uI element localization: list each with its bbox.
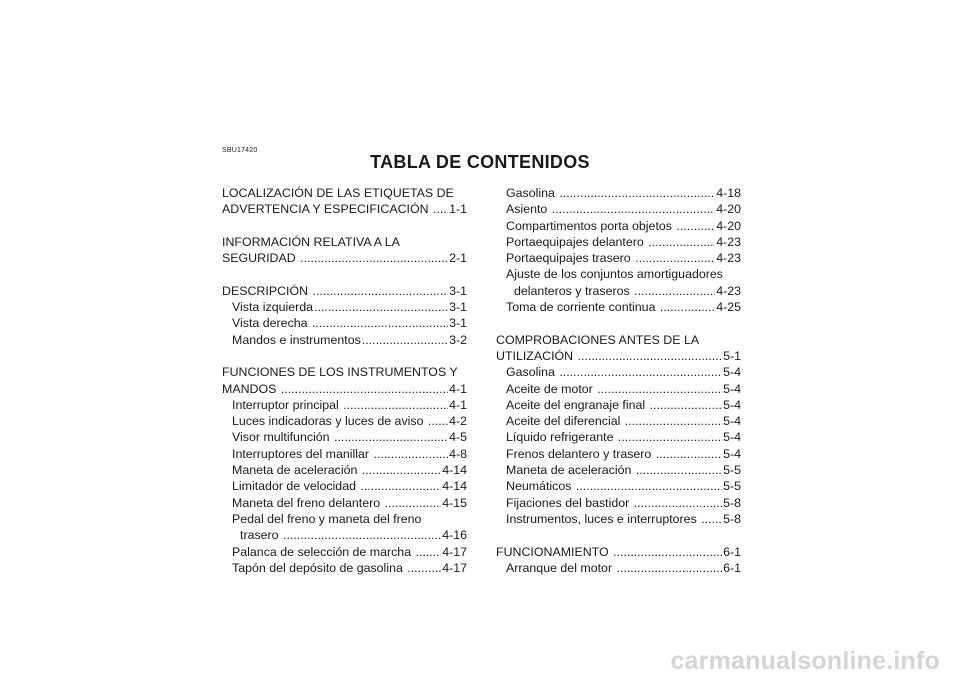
- toc-dot-leader: [656, 446, 722, 462]
- toc-dot-leader: [676, 218, 715, 234]
- toc-entry-title: Maneta de aceleración: [232, 463, 361, 478]
- toc-entry[interactable]: [496, 495, 741, 511]
- toc-entry-title: DESCRIPCIÓN: [222, 283, 312, 298]
- toc-entry-title: UTILIZACIÓN: [496, 348, 577, 363]
- toc-dot-leader: [634, 283, 715, 299]
- toc-dot-leader: [428, 413, 448, 429]
- toc-dot-leader: [313, 283, 449, 299]
- toc-entry[interactable]: [496, 446, 741, 462]
- toc-dot-leader: [625, 413, 722, 429]
- toc-entry[interactable]: [222, 462, 467, 478]
- toc-dot-leader: [433, 201, 448, 217]
- toc-entry[interactable]: [496, 283, 741, 299]
- toc-entry-title: Gasolina: [506, 365, 559, 380]
- toc-page-number: 4-17: [442, 560, 467, 575]
- toc-page-number: 4-14: [442, 463, 467, 478]
- toc-dot-leader: [597, 381, 722, 397]
- toc-entry[interactable]: [222, 250, 467, 266]
- toc-entry-title: Líquido refrigerante: [506, 430, 617, 445]
- toc-page-number: 5-8: [723, 495, 741, 510]
- toc-entry[interactable]: [496, 364, 741, 380]
- toc-entry-title: Gasolina: [506, 186, 559, 200]
- toc-entry[interactable]: [496, 397, 741, 413]
- toc-page-number: 2-1: [449, 251, 467, 266]
- toc-page-number: 3-1: [449, 283, 467, 298]
- page-title: TABLA DE CONTENIDOS: [370, 152, 590, 172]
- toc-dot-leader: [618, 429, 722, 445]
- toc-page-number: 4-23: [716, 251, 741, 266]
- toc-page-number: 4-16: [442, 528, 467, 543]
- toc-dot-leader: [362, 462, 441, 478]
- toc-entry-title: delanteros y traseros: [514, 283, 634, 298]
- toc-dot-leader: [362, 332, 448, 348]
- toc-dot-leader: [559, 364, 722, 380]
- toc-dot-leader: [613, 544, 722, 560]
- toc-entry[interactable]: [222, 560, 467, 576]
- toc-page-number: 4-23: [716, 283, 741, 298]
- toc-heading-line: INFORMACIÓN RELATIVA A LA: [222, 234, 400, 249]
- toc-entry[interactable]: [222, 544, 467, 560]
- toc-entry[interactable]: [222, 446, 467, 462]
- toc-dot-leader: [701, 511, 722, 527]
- toc-entry[interactable]: [496, 381, 741, 397]
- toc-entry-title: Vista izquierda: [232, 300, 314, 315]
- toc-entry[interactable]: [222, 413, 467, 429]
- toc-entry[interactable]: [222, 283, 467, 299]
- toc-entry-title: Fijaciones del bastidor: [506, 495, 633, 510]
- toc-entry-title: Interruptores del manillar: [232, 446, 373, 461]
- toc-entry-title: trasero: [240, 528, 283, 543]
- toc-entry-title: Visor multifunción: [232, 430, 334, 445]
- toc-page-number: 5-4: [723, 397, 741, 412]
- toc-page-number: 4-23: [716, 234, 741, 249]
- toc-column-left: [222, 185, 467, 576]
- toc-entry-title: Palanca de selección de marcha: [232, 544, 415, 559]
- toc-entry-title: Aceite del engranaje final: [506, 397, 649, 412]
- toc-entry-title: ADVERTENCIA Y ESPECIFICACIÓN: [222, 202, 433, 217]
- toc-entry-title: Aceite de motor: [506, 381, 597, 396]
- toc-page-number: 4-20: [716, 218, 741, 233]
- toc-entry[interactable]: [496, 560, 741, 576]
- toc-page-number: 4-15: [442, 495, 467, 510]
- toc-entry[interactable]: [496, 234, 741, 250]
- toc-page-number: 5-5: [723, 479, 741, 494]
- toc-entry-title: Maneta de aceleración: [506, 463, 635, 478]
- toc-entry-title: SEGURIDAD: [222, 251, 300, 266]
- toc-page-number: 5-4: [723, 365, 741, 380]
- document-code: SBU17420: [222, 147, 258, 154]
- toc-entry-title: Frenos delantero y trasero: [506, 446, 655, 461]
- toc-dot-leader: [374, 446, 449, 462]
- toc-dot-leader: [416, 544, 442, 560]
- toc-page-number: 4-20: [716, 202, 741, 217]
- toc-entry-title: Neumáticos: [506, 479, 575, 494]
- toc-entry[interactable]: [496, 250, 741, 266]
- toc-dot-leader: [559, 185, 715, 201]
- toc-spacer: [222, 266, 467, 282]
- toc-entry-title: Instrumentos, luces e interruptores: [506, 511, 701, 526]
- toc-entry-title: Portaequipajes trasero: [506, 251, 635, 266]
- toc-page-number: 4-1: [449, 397, 467, 412]
- toc-heading-line: Ajuste de los conjuntos amortiguadores: [506, 267, 723, 282]
- toc-dot-leader: [552, 201, 715, 217]
- toc-entry-title: FUNCIONAMIENTO: [496, 544, 613, 559]
- toc-entry-title: Asiento: [506, 202, 551, 217]
- toc-entry[interactable]: [222, 299, 467, 315]
- toc-page-number: 5-8: [723, 511, 741, 526]
- toc-entry-title: Tapón del depósito de gasolina: [232, 560, 407, 575]
- toc-heading-line: Pedal del freno y maneta del freno: [232, 511, 422, 526]
- toc-spacer: [222, 218, 467, 234]
- toc-entry[interactable]: [496, 511, 741, 527]
- toc-entry[interactable]: [222, 315, 467, 331]
- toc-page-number: 6-1: [723, 544, 741, 559]
- toc-entry[interactable]: [496, 185, 741, 201]
- toc-page-number: 3-1: [449, 300, 467, 315]
- toc-page-number: 3-1: [449, 316, 467, 331]
- toc-dot-leader: [343, 397, 448, 413]
- toc-entry[interactable]: [496, 429, 741, 445]
- toc-dot-leader: [634, 495, 722, 511]
- toc-page-number: 3-2: [449, 332, 467, 347]
- toc-entry-title: Limitador de velocidad: [232, 479, 360, 494]
- toc-page-number: 1-1: [449, 202, 467, 217]
- toc-entry-title: Mandos e instrumentos: [232, 332, 361, 347]
- toc-page-number: 4-8: [449, 446, 467, 461]
- toc-heading-line: LOCALIZACIÓN DE LAS ETIQUETAS DE: [222, 186, 454, 200]
- toc-page-number: 5-4: [723, 381, 741, 396]
- toc-entry-title: Luces indicadoras y luces de aviso: [232, 414, 427, 429]
- toc-column-right: [496, 185, 741, 576]
- toc-dot-leader: [576, 478, 722, 494]
- toc-dot-leader: [648, 234, 715, 250]
- toc-entry-title: Portaequipajes delantero: [506, 234, 648, 249]
- toc-page-number: 5-4: [723, 446, 741, 461]
- toc-entry[interactable]: [222, 397, 467, 413]
- toc-dot-leader: [281, 381, 448, 397]
- toc-page-number: 5-5: [723, 463, 741, 478]
- toc-dot-leader: [360, 478, 441, 494]
- toc-entry[interactable]: [496, 348, 741, 364]
- toc-entry[interactable]: [222, 332, 467, 348]
- toc-entry-title: Arranque del motor: [506, 560, 616, 575]
- toc-dot-leader: [660, 299, 715, 315]
- toc-dot-leader: [300, 250, 448, 266]
- toc-heading-line: COMPROBACIONES ANTES DE LA: [496, 332, 700, 347]
- toc-entry[interactable]: [222, 478, 467, 494]
- toc-entry[interactable]: [496, 413, 741, 429]
- toc-page-number: 4-18: [716, 186, 741, 200]
- toc-entry-title: Maneta del freno delantero: [232, 495, 384, 510]
- toc-spacer: [222, 348, 467, 364]
- toc-dot-leader: [312, 315, 448, 331]
- toc-page-number: 4-5: [449, 430, 467, 445]
- toc-dot-leader: [407, 560, 441, 576]
- toc-page-number: 4-17: [442, 544, 467, 559]
- toc-page-number: 5-1: [723, 348, 741, 363]
- toc-page-number: 5-4: [723, 414, 741, 429]
- toc-heading-line: FUNCIONES DE LOS INSTRUMENTOS Y: [222, 365, 458, 380]
- toc-entry[interactable]: [222, 201, 467, 217]
- toc-entry[interactable]: [496, 299, 741, 315]
- toc-spacer: [496, 527, 741, 543]
- toc-dot-leader: [617, 560, 723, 576]
- toc-spacer: [496, 315, 741, 331]
- toc-dot-leader: [385, 495, 442, 511]
- toc-entry[interactable]: [496, 218, 741, 234]
- toc-page-number: 4-25: [716, 300, 741, 315]
- toc-page-number: 4-14: [442, 479, 467, 494]
- watermark: carmanualsonline.info: [670, 647, 940, 675]
- toc-entry[interactable]: [496, 201, 741, 217]
- toc-page-number: 4-2: [449, 414, 467, 429]
- toc-dot-leader: [578, 348, 723, 364]
- toc-entry-title: Toma de corriente continua: [506, 300, 659, 315]
- toc-entry-title: Compartimentos porta objetos: [506, 218, 676, 233]
- toc-dot-leader: [635, 250, 715, 266]
- toc-entry-title: Vista derecha: [232, 316, 311, 331]
- toc-page-number: 4-1: [449, 381, 467, 396]
- toc-entry[interactable]: [496, 478, 741, 494]
- toc-page-number: 6-1: [723, 560, 741, 575]
- toc-entry[interactable]: [222, 381, 467, 397]
- toc-entry[interactable]: [222, 527, 467, 543]
- toc-page-number: 5-4: [723, 430, 741, 445]
- toc-entry[interactable]: [222, 429, 467, 445]
- toc-dot-leader: [650, 397, 722, 413]
- toc-entry-title: Interruptor principal: [232, 397, 343, 412]
- toc-entry[interactable]: [496, 544, 741, 560]
- toc-entry-title: Aceite del diferencial: [506, 414, 624, 429]
- toc-dot-leader: [636, 462, 722, 478]
- toc-entry-title: MANDOS: [222, 381, 280, 396]
- toc-dot-leader: [334, 429, 448, 445]
- toc-entry[interactable]: [222, 495, 467, 511]
- toc-dot-leader: [283, 527, 441, 543]
- toc-entry[interactable]: [496, 462, 741, 478]
- toc-dot-leader: [314, 299, 448, 315]
